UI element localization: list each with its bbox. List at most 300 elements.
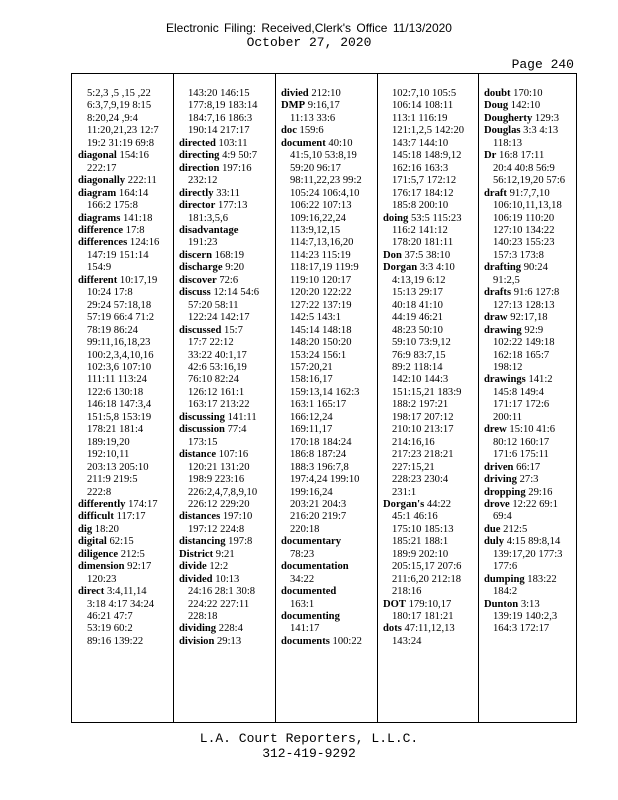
index-entry [383, 175, 475, 187]
index-entry [179, 88, 272, 100]
index-entry [78, 138, 170, 150]
page-line-refs: 59:10 73:9,12 [392, 337, 451, 349]
page-line-refs: 45:1 46:16 [392, 511, 438, 523]
page-line-refs: 66:17 [516, 461, 541, 473]
index-word: discussion [179, 424, 225, 436]
index-word: discharge [179, 262, 223, 274]
index-word: due [484, 523, 501, 535]
index-entry [383, 250, 475, 262]
page-line-refs: 56:12,19,20 57:6 [493, 175, 566, 187]
page-line-refs: 231:1 [392, 486, 417, 498]
page-line-refs: 102:22 149:18 [493, 337, 555, 349]
index-entry [383, 113, 475, 125]
index-entry [383, 325, 475, 337]
index-word: DMP [281, 100, 306, 112]
index-entry [383, 611, 475, 623]
index-column-1 [78, 88, 170, 708]
index-entry [281, 325, 374, 337]
index-word: drawings [484, 374, 526, 386]
page-line-refs: 72:6 [219, 274, 239, 286]
page-line-refs: 89:2 118:14 [392, 361, 443, 373]
index-entry [484, 262, 576, 274]
page-line-refs: 171:5,7 172:12 [392, 175, 457, 187]
index-entry [383, 499, 475, 511]
index-entry [179, 312, 272, 324]
page-line-refs: 16:8 17:11 [499, 150, 545, 162]
page-line-refs: 53:5 115:23 [410, 212, 462, 224]
index-entry [383, 100, 475, 112]
index-entry [78, 200, 170, 212]
index-word: distances [179, 511, 221, 523]
page-line-refs: 157:3 173:8 [493, 249, 544, 261]
index-entry [78, 188, 170, 200]
page-line-refs: 184:7,16 186:3 [188, 112, 253, 124]
page-line-refs: 162:16 163:3 [392, 162, 449, 174]
page-line-refs: 80:12 160:17 [493, 436, 550, 448]
page-line-refs: 37:5 38:10 [404, 249, 451, 261]
page-line-refs: 106:10,11,13,18 [493, 200, 562, 212]
index-entry [179, 487, 272, 499]
index-entry [383, 262, 475, 274]
index-word: dimension [78, 561, 125, 573]
index-entry [484, 113, 576, 125]
page-line-refs: 197:12 224:8 [188, 523, 245, 535]
index-entry [179, 387, 272, 399]
index-entry [78, 499, 170, 511]
index-entry [281, 188, 374, 200]
index-entry [179, 175, 272, 187]
index-word: Doug [484, 100, 509, 112]
index-word: disadvantage [179, 224, 239, 236]
index-entry [484, 350, 576, 362]
index-entry [281, 424, 374, 436]
page-line-refs: 57:19 66:4 71:2 [87, 312, 155, 324]
page-line-refs: 102:7,10 105:5 [392, 88, 457, 99]
page-line-refs: 98:11,22,23 99:2 [290, 175, 362, 187]
index-word: discover [179, 274, 217, 286]
index-word: duly [484, 536, 505, 548]
index-column-2 [179, 88, 272, 708]
column-divider [377, 74, 378, 722]
page-line-refs: 33:22 40:1,17 [188, 349, 247, 361]
page-line-refs: 177:6 [493, 561, 518, 573]
index-entry [383, 188, 475, 200]
index-entry [179, 437, 272, 449]
page-line-refs: 17:7 22:12 [188, 337, 234, 349]
page-line-refs: 15:7 [224, 324, 243, 336]
transcript-date: October 27, 2020 [246, 35, 372, 50]
page-line-refs: 224:22 227:11 [188, 598, 250, 610]
page-line-refs: 91:6 127:8 [513, 287, 560, 299]
index-entry [179, 213, 272, 225]
index-entry [383, 225, 475, 237]
page-line-refs: 143:24 [392, 635, 422, 647]
page-line-refs: 145:18 148:9,12 [392, 150, 462, 162]
page-line-refs: 3:3 4:13 [523, 125, 559, 137]
page-line-refs: 177:13 [217, 200, 248, 212]
index-word: Dorgan's [383, 498, 425, 510]
index-entry [383, 300, 475, 312]
index-column-5 [484, 88, 576, 708]
index-entry [78, 536, 170, 548]
page-line-refs: 100:22 [332, 635, 362, 647]
index-word: distance [179, 449, 217, 461]
index-word: drafts [484, 287, 512, 299]
index-entry [383, 599, 475, 611]
index-entry [383, 474, 475, 486]
page-line-refs: 197:8 [228, 536, 253, 548]
index-word: diligence [78, 548, 119, 560]
page-line-refs: 177:8,19 183:14 [188, 100, 258, 112]
index-entry [281, 88, 374, 100]
index-entry [281, 200, 374, 212]
index-entry [383, 275, 475, 287]
index-entry [484, 474, 576, 486]
page-line-refs: 169:11,17 [290, 424, 333, 436]
page-line-refs: 92:9 [524, 324, 544, 336]
index-entry [179, 399, 272, 411]
page-line-refs: 211:9 219:5 [87, 474, 138, 486]
index-entry [281, 350, 374, 362]
index-word: document [281, 137, 326, 149]
page-line-refs: 3:3 4:10 [419, 262, 455, 274]
index-word: different [78, 274, 118, 286]
column-divider [275, 74, 276, 722]
index-entry [78, 387, 170, 399]
index-entry [78, 412, 170, 424]
page-line-refs: 222:11 [127, 175, 157, 187]
page-line-refs: 18:20 [94, 523, 119, 535]
page-line-refs: 198:9 223:16 [188, 474, 245, 486]
index-word: documents [281, 635, 330, 647]
index-entry [281, 636, 374, 648]
index-entry [281, 337, 374, 349]
page-line-refs: 220:18 [290, 523, 320, 535]
page-line-refs: 185:8 200:10 [392, 200, 449, 212]
index-entry [281, 511, 374, 523]
index-entry [78, 449, 170, 461]
index-entry [383, 424, 475, 436]
page-line-refs: 90:24 [523, 262, 548, 274]
index-entry [383, 462, 475, 474]
index-entry [281, 213, 374, 225]
court-reporter-phone: 312-419-9292 [262, 746, 356, 761]
index-word: doing [383, 212, 409, 224]
index-word: differently [78, 498, 126, 510]
index-entry [179, 536, 272, 548]
page-line-refs: 47:11,12,13 [404, 623, 455, 635]
index-entry [484, 237, 576, 249]
index-entry [179, 474, 272, 486]
index-word: director [179, 200, 216, 212]
index-entry [484, 511, 576, 523]
index-entry [179, 462, 272, 474]
index-word: Dr [484, 150, 497, 162]
index-entry [281, 175, 374, 187]
index-entry [179, 611, 272, 623]
page-line-refs: 217:23 218:21 [392, 449, 454, 461]
index-word: dropping [484, 486, 526, 498]
index-entry [281, 374, 374, 386]
page-line-refs: 105:24 106:4,10 [290, 187, 360, 199]
index-entry [78, 100, 170, 112]
index-entry [78, 150, 170, 162]
page-line-refs: 107:16 [218, 449, 249, 461]
index-entry [179, 150, 272, 162]
page-line-refs: 62:15 [109, 536, 134, 548]
index-entry [78, 325, 170, 337]
page-line-refs: 212:5 [503, 523, 528, 535]
page-line-refs: 118:17,19 119:9 [290, 262, 359, 274]
page-line-refs: 170:10 [513, 88, 543, 99]
page-line-refs: 174:17 [128, 498, 158, 510]
index-entry [484, 561, 576, 573]
page-line-refs: 119:10 120:17 [290, 274, 352, 286]
index-entry [383, 337, 475, 349]
index-word: division [179, 635, 215, 647]
page-line-refs: 10:13 [215, 573, 240, 585]
index-entry [78, 175, 170, 187]
index-column-4 [383, 88, 475, 708]
page-line-refs: 171:6 175:11 [493, 449, 549, 461]
index-entry [383, 574, 475, 586]
index-entry [179, 200, 272, 212]
index-word: discussing [179, 411, 225, 423]
index-word: directed [179, 137, 216, 149]
index-entry [484, 138, 576, 150]
index-word: documentary [281, 536, 342, 548]
page-line-refs: 24:16 28:1 30:8 [188, 586, 256, 598]
index-entry [484, 399, 576, 411]
index-box [71, 73, 577, 723]
page-line-refs: 191:23 [188, 237, 218, 249]
index-entry [78, 636, 170, 648]
index-entry [179, 524, 272, 536]
index-entry [383, 150, 475, 162]
index-word: divided [179, 573, 213, 585]
index-entry [78, 586, 170, 598]
index-entry [78, 163, 170, 175]
index-word: divide [179, 561, 207, 573]
page-line-refs: 176:17 184:12 [392, 187, 454, 199]
index-entry [78, 262, 170, 274]
page-line-refs: 4:15 89:8,14 [506, 536, 561, 548]
page-line-refs: 4:13,19 6:12 [392, 274, 446, 286]
page-line-refs: 127:22 137:19 [290, 299, 352, 311]
index-entry [78, 487, 170, 499]
page-line-refs: 143:20 146:15 [188, 88, 250, 99]
page-line-refs: 203:13 205:10 [87, 461, 149, 473]
index-word: driving [484, 474, 517, 486]
index-word: diagram [78, 187, 117, 199]
index-entry [78, 275, 170, 287]
index-entry [484, 611, 576, 623]
page-line-refs: 44:22 [426, 498, 451, 510]
index-word: draw [484, 312, 508, 324]
index-entry [383, 362, 475, 374]
page-line-refs: 40:18 41:10 [392, 299, 443, 311]
page-line-refs: 76:10 82:24 [188, 374, 239, 386]
page-line-refs: 91:2,5 [493, 274, 520, 286]
page-line-refs: 154:9 [87, 262, 112, 274]
index-entry [179, 100, 272, 112]
page-line-refs: 141:11 [227, 411, 257, 423]
page-line-refs: 48:23 50:10 [392, 324, 443, 336]
index-entry [281, 287, 374, 299]
page-line-refs: 145:14 148:18 [290, 324, 352, 336]
page-line-refs: 227:15,21 [392, 461, 435, 473]
index-entry [383, 374, 475, 386]
page-line-refs: 159:6 [299, 125, 324, 137]
index-entry [484, 300, 576, 312]
page-line-refs: 103:11 [218, 137, 248, 149]
index-entry [179, 350, 272, 362]
page-line-refs: 178:20 181:11 [392, 237, 454, 249]
page-line-refs: 197:16 [222, 162, 252, 174]
page-line-refs: 34:22 [290, 573, 315, 585]
page-line-refs: 76:9 83:7,15 [392, 349, 446, 361]
index-entry [179, 138, 272, 150]
index-word: doubt [484, 88, 511, 99]
page-line-refs: 142:10 [510, 100, 541, 112]
index-entry [78, 237, 170, 249]
index-entry [484, 337, 576, 349]
page-line-refs: 153:24 156:1 [290, 349, 347, 361]
column-divider [478, 74, 479, 722]
page-line-refs: 40:10 [328, 137, 353, 149]
page-line-refs: 114:23 115:19 [290, 249, 351, 261]
index-word: Dorgan [383, 262, 418, 274]
index-word: Dunton [484, 598, 519, 610]
index-entry [383, 213, 475, 225]
filing-stamp: Electronic Filing: Received,Clerk's Office 11/13/2020 [166, 21, 452, 35]
index-entry [383, 138, 475, 150]
index-entry [78, 437, 170, 449]
page-line-refs: 9:21 [215, 548, 235, 560]
index-entry [281, 499, 374, 511]
index-entry [78, 599, 170, 611]
index-entry [78, 113, 170, 125]
index-entry [78, 462, 170, 474]
page-line-refs: 9:20 [225, 262, 245, 274]
page-line-refs: 15:10 41:6 [509, 424, 556, 436]
page-line-refs: 188:3 196:7,8 [290, 461, 349, 473]
index-word: drafting [484, 262, 522, 274]
index-entry [179, 586, 272, 598]
index-entry [179, 574, 272, 586]
page-line-refs: 20:4 40:8 56:9 [493, 162, 555, 174]
page-line-refs: 12:2 [209, 561, 229, 573]
index-entry [179, 449, 272, 461]
index-entry [281, 574, 374, 586]
index-entry [281, 474, 374, 486]
index-entry [484, 188, 576, 200]
index-entry [179, 561, 272, 573]
index-entry [78, 524, 170, 536]
index-column-3 [281, 88, 374, 708]
index-entry [484, 574, 576, 586]
index-entry [281, 113, 374, 125]
index-entry [281, 387, 374, 399]
page-line-refs: 126:12 161:1 [188, 386, 245, 398]
page-line-refs: 140:23 155:23 [493, 237, 555, 249]
page-line-refs: 121:1,2,5 142:20 [392, 125, 465, 137]
index-entry [78, 213, 170, 225]
page-line-refs: 179:10,17 [408, 598, 452, 610]
index-entry [281, 250, 374, 262]
index-entry [78, 88, 170, 100]
page-line-refs: 232:12 [188, 175, 218, 187]
index-entry [484, 387, 576, 399]
page-line-refs: 197:4,24 199:10 [290, 474, 360, 486]
index-entry [179, 337, 272, 349]
page-line-refs: 200:11 [493, 411, 523, 423]
index-entry [78, 362, 170, 374]
page-line-refs: 129:3 [534, 112, 560, 124]
page-line-refs: 100:2,3,4,10,16 [87, 349, 154, 361]
index-word: differences [78, 237, 128, 249]
page-line-refs: 228:4 [218, 623, 243, 635]
page-number: Page 240 [511, 57, 574, 72]
page-line-refs: 12:14 54:6 [213, 287, 260, 299]
column-divider [173, 74, 174, 722]
page-line-refs: 120:23 [87, 573, 117, 585]
index-entry [484, 250, 576, 262]
page-line-refs: 180:17 181:21 [392, 611, 454, 623]
index-entry [484, 275, 576, 287]
page-line-refs: 171:17 172:6 [493, 399, 550, 411]
index-entry [179, 250, 272, 262]
index-entry [78, 611, 170, 623]
index-entry [281, 536, 374, 548]
index-entry [484, 549, 576, 561]
index-entry [484, 623, 576, 635]
index-entry [78, 561, 170, 573]
page-line-refs: 192:10,11 [87, 449, 130, 461]
page-line-refs: 59:20 96:17 [290, 162, 341, 174]
index-word: diagonally [78, 175, 126, 187]
page-line-refs: 141:2 [528, 374, 553, 386]
page-line-refs: 99:11,16,18,23 [87, 337, 151, 349]
index-entry [484, 287, 576, 299]
index-word: Don [383, 249, 402, 261]
index-entry [78, 125, 170, 137]
page-line-refs: 120:20 122:22 [290, 287, 352, 299]
index-entry [179, 499, 272, 511]
page-line-refs: 78:19 86:24 [87, 324, 138, 336]
page-line-refs: 3:4,11,14 [106, 586, 147, 598]
index-entry [383, 636, 475, 648]
index-word: Dougherty [484, 112, 533, 124]
index-entry [484, 536, 576, 548]
index-entry [484, 213, 576, 225]
index-entry [281, 150, 374, 162]
page-line-refs: 151:15,21 183:9 [392, 386, 462, 398]
page-line-refs: 102:3,6 107:10 [87, 361, 152, 373]
page-line-refs: 19:2 31:19 69:8 [87, 137, 155, 149]
page-line-refs: 158:16,17 [290, 374, 333, 386]
index-entry [484, 449, 576, 461]
index-entry [281, 138, 374, 150]
index-entry [78, 312, 170, 324]
index-word: diagonal [78, 150, 117, 162]
index-entry [179, 412, 272, 424]
page-line-refs: 218:16 [392, 586, 422, 598]
page-line-refs: 106:19 110:20 [493, 212, 555, 224]
page-line-refs: 175:10 185:13 [392, 523, 454, 535]
page-line-refs: 120:21 131:20 [188, 461, 250, 473]
page-line-refs: 183:22 [527, 573, 557, 585]
